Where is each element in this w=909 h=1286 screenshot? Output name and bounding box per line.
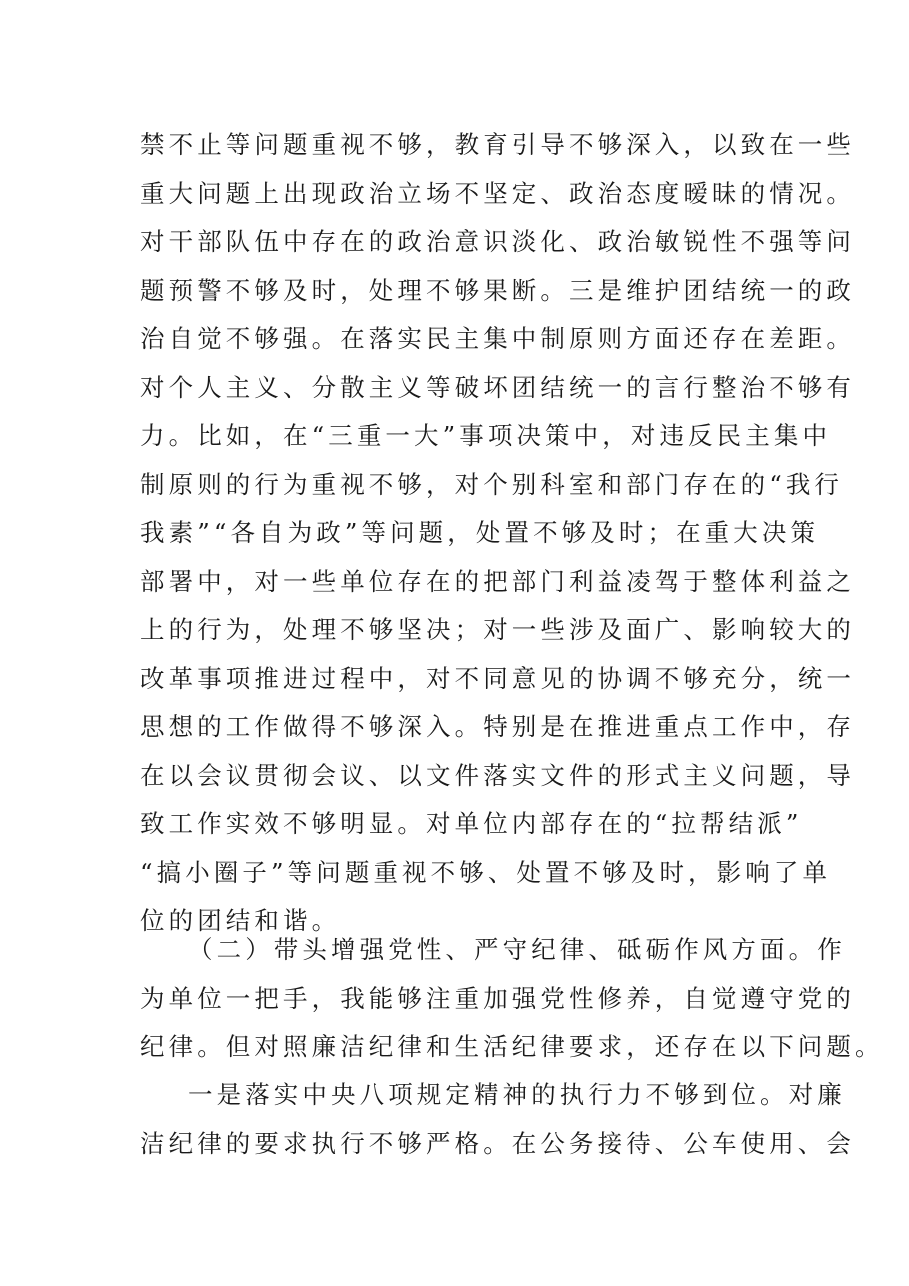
text-line: 上的行为，处理不够坚决；对一些涉及面广、影响较大的 — [140, 615, 855, 644]
text-line: 力。比如，在“三重一大”事项决策中，对违反民主集中 — [140, 421, 832, 450]
paragraph-2 — [140, 926, 884, 1072]
text-line: 致工作实效不够明显。对单位内部存在的“拉帮结派” — [140, 809, 803, 838]
text-line: 重大问题上出现政治立场不坚定、政治态度暧昧的情况。 — [140, 178, 855, 208]
text-line: 纪律。但对照廉洁纪律和生活纪律要求，还存在以下问题。 — [140, 1032, 884, 1061]
text-line: 改革事项推进过程中，对不同意见的协调不够充分，统一 — [140, 663, 855, 693]
text-line: 为单位一把手，我能够注重加强党性修养，自觉遵守党的 — [140, 983, 855, 1013]
text-line: 在以会议贯彻会议、以文件落实文件的形式主义问题，导 — [140, 760, 855, 790]
text-line: 禁不止等问题重视不够，教育引导不够深入，以致在一些 — [140, 130, 855, 159]
text-line: 部署中，对一些单位存在的把部门利益凌驾于整体利益之 — [140, 566, 855, 596]
text-line: 题预警不够及时，处理不够果断。三是维护团结统一的政 — [140, 275, 855, 305]
text-line: 对个人主义、分散主义等破坏团结统一的言行整治不够有 — [140, 372, 855, 402]
text-line: 治自觉不够强。在落实民主集中制原则方面还存在差距。 — [140, 324, 855, 353]
text-line: 一是落实中央八项规定精神的执行力不够到位。对廉 — [188, 1080, 846, 1109]
text-line: 洁纪律的要求执行不够严格。在公务接待、公车使用、会 — [140, 1128, 855, 1158]
paragraph-3 — [140, 1071, 855, 1168]
text-line: 思想的工作做得不够深入。特别是在推进重点工作中，存 — [140, 712, 855, 741]
paragraph-1 — [140, 121, 855, 946]
text-line: 我素”“各自为政”等问题，处置不够及时；在重大决策 — [140, 518, 820, 547]
section-heading-line: （二）带头增强党性、严守纪律、砥砺作风方面。作 — [188, 935, 846, 964]
text-line: 制原则的行为重视不够，对个别科室和部门存在的“我行 — [140, 469, 844, 499]
text-line: 对干部队伍中存在的政治意识淡化、政治敏锐性不强等问 — [140, 227, 855, 256]
text-line: 位的团结和谐。 — [140, 906, 341, 935]
text-line: “搞小圈子”等问题重视不够、处置不够及时，影响了单 — [140, 857, 832, 887]
